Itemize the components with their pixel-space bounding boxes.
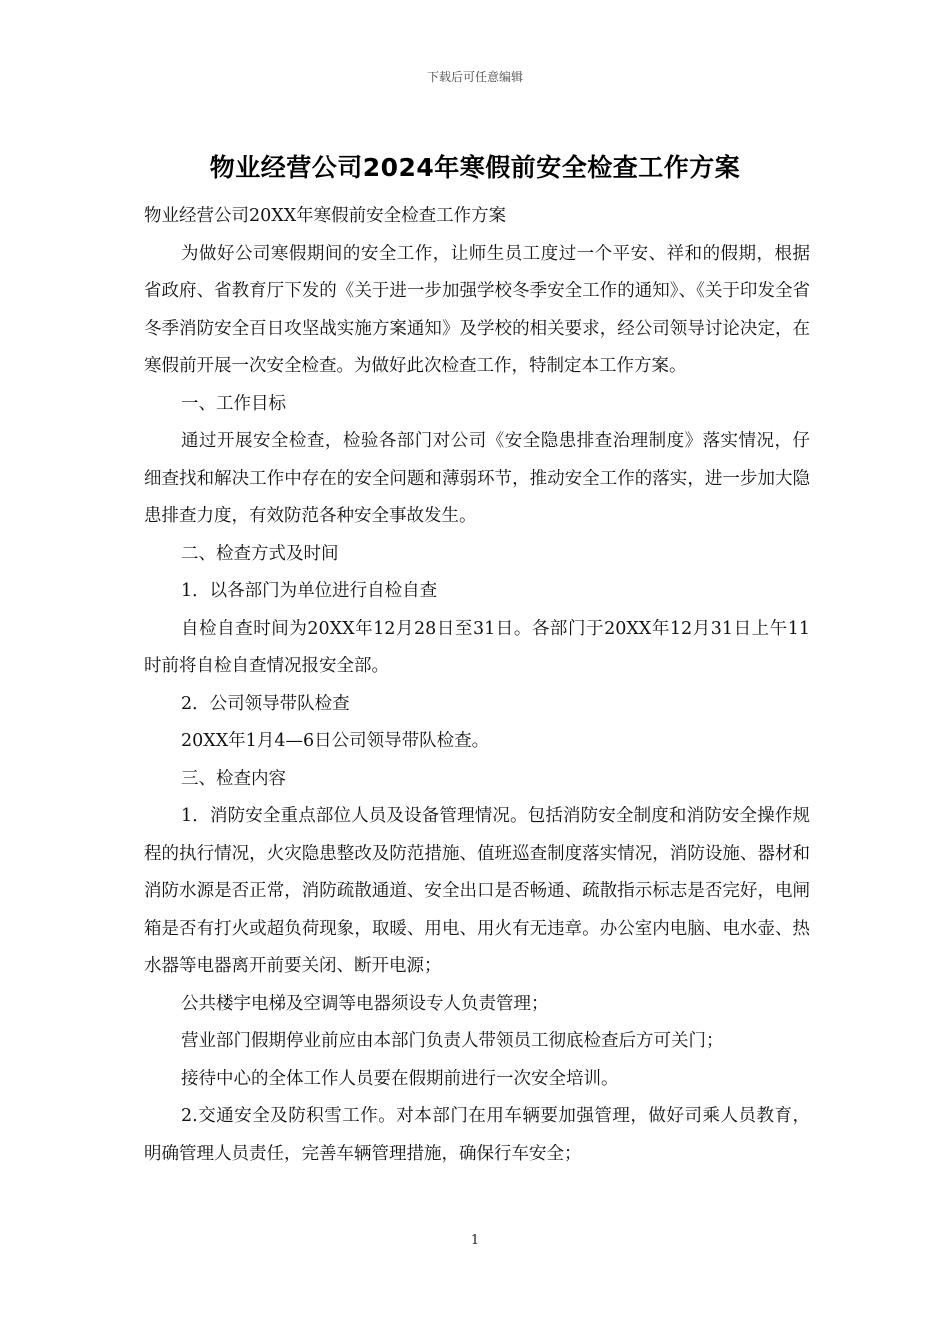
section-heading-content: 三、检查内容 xyxy=(181,768,286,789)
section-heading-goals: 一、工作目标 xyxy=(181,393,286,414)
document-body xyxy=(144,198,810,1173)
document-title: 物业经营公司2024年寒假前安全检查工作方案 xyxy=(209,153,741,182)
intro-paragraph: 为做好公司寒假期间的安全工作，让师生员工度过一个平安、祥和的假期，根据省政府、省教育厅下发的《关于进一步加强学校冬季安全工作的通知》、《关于印发全省冬季消防安全百日攻坚战实施方案通知》及学校的相关要求，经公司领导讨论决定，在寒假前开展一次安全检查。为做好此次检查工作，特制定本工作方案。 xyxy=(144,243,810,376)
goals-paragraph: 通过开展安全检查，检验各部门对公司《安全隐患排查治理制度》落实情况，仔细查找和解决工作中存在的安全问题和薄弱环节，推动安全工作的落实，进一步加大隐患排查力度，有效防范各种安全事故发生。 xyxy=(144,431,810,526)
subtitle-paragraph: 物业经营公司20XX年寒假前安全检查工作方案 xyxy=(144,206,507,226)
page-number: 1 xyxy=(470,1233,480,1248)
method-item-1: 1．以各部门为单位进行自检自查 xyxy=(181,581,438,601)
content-item-2: 2.交通安全及防积雪工作。对本部门在用车辆要加强管理，做好司乘人员教育，明确管理人员责任，完善车辆管理措施，确保行车安全； xyxy=(144,1106,810,1164)
method-item-2: 2．公司领导带队检查 xyxy=(181,693,350,714)
content-item-1-business: 营业部门假期停业前应由本部门负责人带领员工彻底检查后方可关门； xyxy=(181,1031,724,1051)
method-item-1-detail: 自检自查时间为20XX年12月28日至31日。各部门于20XX年12月31日上午11时前将自检自查情况报安全部。 xyxy=(144,618,810,676)
method-item-2-detail: 20XX年1月4—6日公司领导带队检查。 xyxy=(181,731,490,751)
page-header-note: 下载后可任意编辑 xyxy=(426,70,523,84)
content-item-1-training: 接待中心的全体工作人员要在假期前进行一次安全培训。 xyxy=(181,1068,619,1089)
section-heading-method: 二、检查方式及时间 xyxy=(181,543,339,564)
content-item-1-elevator: 公共楼宇电梯及空调等电器须设专人负责管理； xyxy=(181,993,549,1014)
content-item-1: 1．消防安全重点部位人员及设备管理情况。包括消防安全制度和消防安全操作规程的执行情况，火灾隐患整改及防范措施、值班巡查制度落实情况，消防设施、器材和消防水源是否正常，消防疏散通道、安全出口是否畅通、疏散指示标志是否完好，电闸箱是否有打火或超负荷现象，取暖、用电、用火有无违章。办公室内电脑、电水壶、热水器等电器离开前要关闭、断开电源； xyxy=(144,806,810,976)
